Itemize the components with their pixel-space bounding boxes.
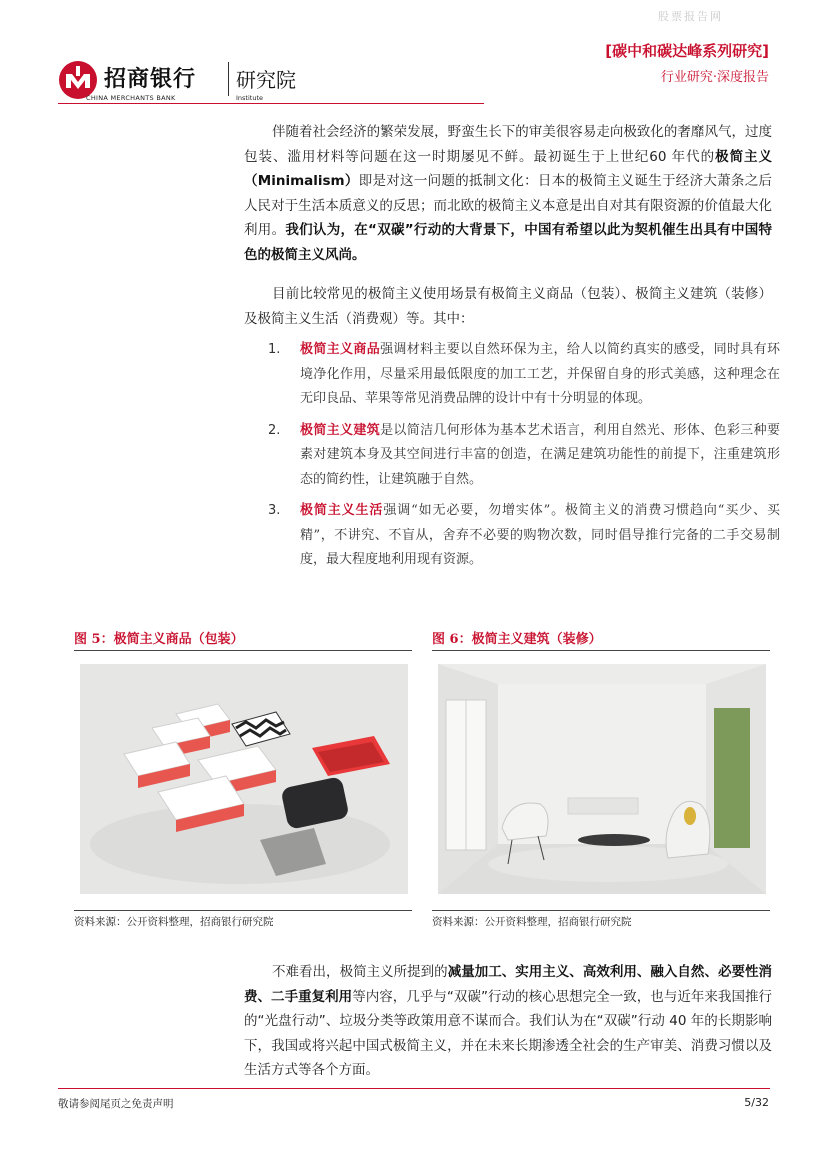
logo-cn-text: 招商银行	[104, 66, 197, 92]
figure-5-image	[80, 664, 408, 894]
paragraph-3	[244, 960, 772, 1083]
list-term: 极简主义商品	[300, 342, 381, 357]
figure-6-source: 资料来源：公开资料整理，招商银行研究院	[432, 916, 632, 928]
scenario-list	[268, 338, 780, 580]
p1-intro: 伴随着社会经济的繁荣发展，野蛮生长下的审美很容易走向极致化的奢靡风气，过度包装、滥用材料等问题在这一时期屡见不鲜。最初诞生于上世纪60 年代的	[244, 124, 772, 165]
institute-name: 研究院	[236, 68, 296, 92]
list-term: 极简主义建筑	[300, 422, 381, 438]
header-rule	[58, 103, 484, 104]
list-item	[268, 499, 780, 573]
list-number: 2.	[268, 422, 281, 438]
paragraph-2: 目前比较常见的极简主义使用场景有极简主义商品（包装）、极简主义建筑（装修）及极简主义生活（消费观）等。其中：	[244, 286, 772, 327]
list-number: 3.	[268, 503, 281, 518]
p1-conclusion: 我们认为，在“双碳”行动的大背景下，中国有希望以此为契机催生出具有中国特色的极简主义风尚。	[244, 222, 773, 263]
p3-rest: 等内容，几乎与“双碳”行动的核心思想完全一致，也与近年来我国推行的“光盘行动”、垃圾分类等政策用意不谋而合。我们认为在“双碳”行动 40 年的长期影响下，我国或将兴起中国式极简主义，并在未来长期渗透全社会的生产审美、消费习惯以及生活方式等各个方面。	[244, 988, 773, 1078]
watermark: 股票报告网	[658, 10, 723, 23]
p3-intro: 不难看出，极简主义所提到的	[272, 964, 448, 980]
list-text: 强调“如无必要，勿增实体”。极简主义的消费习惯趋向“买少、买精”，不讲究、不盲从，舍弃不必要的购物次数，同时倡导推行完备的二手交易制度，最大程度地利用现有资源。	[300, 503, 780, 567]
p3-keywords: 减量加工、实用主义、高效利用、融入自然、必要性消费、二手重复利用	[244, 964, 773, 1005]
list-number: 1.	[268, 342, 281, 357]
list-term: 极简主义生活	[300, 503, 384, 518]
institute-en-name: Institute	[236, 94, 263, 102]
logo-en-text: CHINA MERCHANTS BANK	[86, 94, 176, 102]
figure-6-title: 图 6：极简主义建筑（装修）	[432, 632, 602, 647]
figure-5-bottom-rule	[74, 910, 412, 911]
figure-5-source: 资料来源：公开资料整理，招商银行研究院	[74, 916, 274, 928]
list-text: 是以简洁几何形体为基本艺术语言，利用自然光、形体、色彩三种要素对建筑本身及其空间进行丰富的创造，在满足建筑功能性的前提下，注重建筑形态的简约性，让建筑融于自然。	[300, 422, 780, 487]
report-type: 行业研究·深度报告	[660, 70, 769, 85]
figure-6-image	[438, 664, 766, 894]
list-item	[268, 338, 780, 412]
footer-rule	[58, 1088, 770, 1089]
page-number: 5/32	[744, 1096, 769, 1109]
logo	[58, 58, 318, 106]
footer-disclaimer: 敬请参阅尾页之免责声明	[58, 1098, 174, 1110]
figure-6-bottom-rule	[432, 910, 770, 911]
logo-divider	[228, 62, 229, 96]
list-item	[268, 419, 780, 493]
list-text: 强调材料主要以自然环保为主，给人以简约真实的感受，同时具有环境净化作用，尽量采用最低限度的加工工艺，并保留自身的形式美感，这种理念在无印良品、苹果等常见消费品牌的设计中有十分明显的体现。	[300, 342, 780, 406]
paragraph-1	[244, 120, 772, 267]
figure-5-rule	[74, 650, 412, 651]
figure-6-rule	[432, 650, 770, 651]
series-tag: [碳中和碳达峰系列研究]	[605, 42, 769, 60]
figure-5-title: 图 5：极简主义商品（包装）	[74, 632, 244, 647]
p1-term: 极简主义（Minimalism）	[244, 148, 773, 189]
p1-middle: 即是对这一问题的抵制文化：日本的极简主义诞生于经济大萧条之后人民对于生活本质意义的反思；而北欧的极简主义本意是出自对其有限资源的价值最大化利用。	[244, 173, 773, 238]
